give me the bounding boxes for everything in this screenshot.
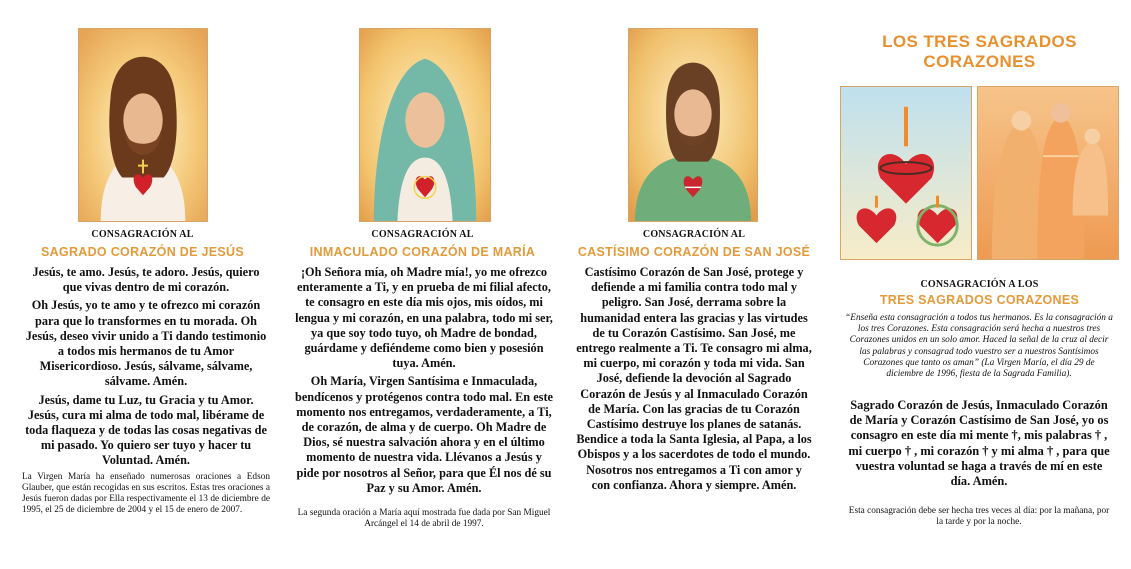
prayer-paragraph: Castísimo Corazón de San José, protege y defiende a mi familia contra todo mal y peligro. San José, derrama sobre la humanidad entera las gracias y las virtudes de tu Corazón Castísimo. San José, me entrego realmente a Ti. Te consagro mi alma, mi cuerpo, mi corazón y toda mi vida. San José, defiende la devoción al Sagrado Corazón de Jesús y al Inmaculado Corazón de María. Con las gracias de tu Corazón Castísimo destruye los planes de satanás. Bendice a toda la Santa Iglesia, al Papa, a los Obispos y a los sacerdotes de todo el mundo. Nosotros nos entregamos a Ti con amor y con confianza. Ahora y siempre. Amén. [576, 265, 812, 492]
panel-immaculate-heart-mary [285, 0, 560, 569]
prayer-body [846, 398, 1112, 492]
main-title [828, 32, 1131, 72]
panel-sacred-heart-jesus [0, 0, 285, 569]
source-note: La segunda oración a María aquí mostrada fue dada por San Miguel Arcángel el 14 de abril de 1997. [297, 508, 551, 529]
sacred-heart-of-jesus-portrait [78, 28, 208, 222]
section-subtitle: CASTÍSIMO CORAZÓN DE SAN JOSÉ [577, 245, 811, 259]
holy-family-image [977, 86, 1119, 260]
section-subtitle: SAGRADO CORAZÓN DE JESÚS [40, 245, 245, 259]
immaculate-heart-of-mary-portrait [359, 28, 491, 222]
section-subtitle: TRES SAGRADOS CORAZONES [879, 293, 1080, 307]
prayer-paragraph: Jesús, te amo. Jesús, te adoro. Jesús, quiero que vivas dentro de mi corazón. [32, 265, 260, 295]
source-note: La Virgen María ha enseñado numerosas oraciones a Edson Glauber, que están recogidas en sus escritos. Estas tres oraciones a Jesús fueron dadas por Ella respectivamente el 13 de diciembre de 1995, el 25 de diciembre de 2004 y el 15 de enero de 2007. [22, 472, 270, 515]
prayer-paragraph: Oh Jesús, yo te amo y te ofrezco mi corazón para que lo transformes en tu morada. Oh Jesús, deseo vivir unido a Ti dando testimonio a todos mis hermanos de tu Amor Misericordioso. Jesús, sálvame, sálvame, sálvame. Amén. [25, 298, 267, 389]
prayer-paragraph: Sagrado Corazón de Jesús, Inmaculado Corazón de María y Corazón Castísimo de San José, yo os consagro en este día mi mente †, mis palabras † , mi cuerpo † , mi corazón † y mi alma † , para que vuestra voluntad se haga a través de mí en este día. Amén. [848, 398, 1110, 489]
consagracion-label: CONSAGRACIÓN A LOS [920, 279, 1039, 290]
consagracion-label: CONSAGRACIÓN AL [642, 229, 746, 240]
source-note: Esta consagración debe ser hecha tres veces al día: por la mañana, por la tarde y por la noche. [848, 506, 1110, 527]
three-hearts-image [840, 86, 972, 260]
prayer-body [295, 265, 553, 499]
panel-chaste-heart-joseph [560, 0, 828, 569]
prayer-paragraph: Oh María, Virgen Santísima e Inmaculada, bendícenos y protégenos contra todo mal. En este momento nos entregamos, verdaderamente, a Ti, de corazón, de alma y de cuerpo. Oh Madre de Dios, sé nuestra salvación ahora y en el último momento de nuestra vida. Llévanos a Jesús y pide por nosotros al Señor, para que Él nos dé su Paz y su Amor. Amén. [295, 374, 554, 495]
main-title-line: CORAZONES [923, 52, 1036, 71]
prayer-body [576, 265, 812, 496]
panel-three-sacred-hearts [828, 0, 1131, 569]
most-chaste-heart-of-joseph-portrait [628, 28, 758, 222]
prayer-paragraph: Jesús, dame tu Luz, tu Gracia y tu Amor. Jesús, cura mi alma de todo mal, libérame de toda flaqueza y de todas las cosas negativas de mi pasado. Yo quiero ser tuyo y hacer tu Voluntad. Amén. [25, 392, 267, 468]
prayer-body [22, 265, 270, 472]
prayer-paragraph: ¡Oh Señora mía, oh Madre mía!, yo me ofrezco enteramente a Ti, y en prueba de mi filial afecto, te consagro en este día mis ojos, mis oídos, mi lengua y mi corazón, en una palabra, todo mi ser, ya que soy todo tuyo, oh Madre de bondad, guárdame y defiéndeme como bien y posesión tuya. Amén. [295, 265, 553, 371]
consagracion-label: CONSAGRACIÓN AL [371, 229, 474, 240]
virgin-mary-quote: “Enseña esta consagración a todos tus hermanos. Es la consagración a los tres Corazones. Esta consagración será hecha a nuestros tres Corazones unidos en un solo amor. Haced la señal de la cruz al decir las palabras y consagrad todo vuestro ser a nuestros Santísimos Corazones que tanto os aman” (La Virgen María, el día 29 de diciembre de 1996, fiesta de la Sagrada Familia). [845, 313, 1113, 380]
main-title-line: LOS TRES SAGRADOS [882, 32, 1077, 51]
section-subtitle: INMACULADO CORAZÓN DE MARÍA [309, 245, 536, 259]
consagracion-label: CONSAGRACIÓN AL [91, 229, 194, 240]
